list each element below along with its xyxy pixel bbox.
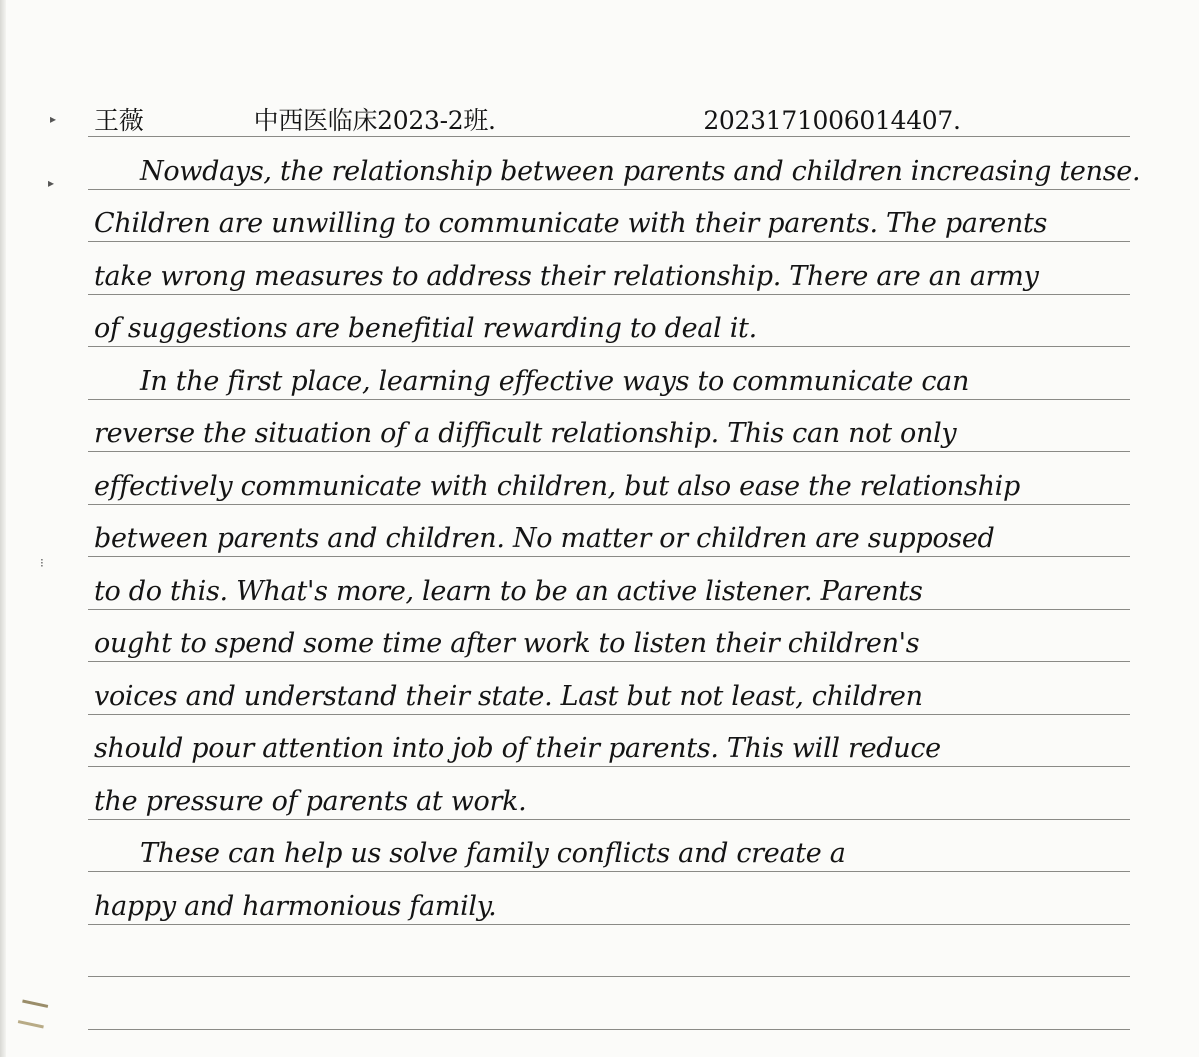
lined-paper bbox=[88, 96, 1141, 1026]
ruled-line bbox=[88, 399, 1130, 400]
header-line bbox=[94, 104, 1134, 138]
ruled-line bbox=[88, 556, 1130, 557]
margin-tick: ⁝ bbox=[40, 556, 44, 570]
essay-line: ought to spend some time after work to listen their children's bbox=[94, 628, 920, 659]
essay-line: voices and understand their state. Last but not least, children bbox=[94, 680, 923, 712]
essay-line: happy and harmonious family. bbox=[94, 890, 497, 922]
essay-line: between parents and children. No matter or children are supposed bbox=[94, 523, 995, 554]
ruled-line bbox=[88, 504, 1130, 505]
ruled-line bbox=[88, 924, 1130, 925]
ruled-line bbox=[88, 766, 1130, 767]
ruled-line bbox=[88, 294, 1130, 295]
class-name: 中西医临床2023-2班. bbox=[253, 106, 496, 135]
essay-line: to do this. What's more, learn to be an active listener. Parents bbox=[94, 575, 923, 607]
essay-line: These can help us solve family conflicts and create a bbox=[140, 838, 846, 869]
ruled-line bbox=[88, 241, 1130, 242]
ruled-line bbox=[88, 451, 1130, 452]
ruled-line bbox=[88, 871, 1130, 872]
essay-line: Children are unwilling to communicate with their parents. The parents bbox=[94, 208, 1048, 239]
essay-line: Nowdays, the relationship between parents and children increasing tense. bbox=[140, 155, 1141, 187]
ruled-line bbox=[88, 819, 1130, 820]
essay-line: take wrong measures to address their relationship. There are an army bbox=[94, 260, 1039, 292]
essay-line: should pour attention into job of their parents. This will reduce bbox=[94, 733, 941, 764]
margin-tick: ▸ bbox=[50, 112, 57, 126]
essay-line: reverse the situation of a difficult relationship. This can not only bbox=[94, 418, 957, 449]
ruled-line bbox=[88, 346, 1130, 347]
page-edge-shadow bbox=[0, 0, 6, 1057]
ruled-line bbox=[88, 609, 1130, 610]
student-name: 王薇 bbox=[94, 106, 144, 135]
essay-line: the pressure of parents at work. bbox=[94, 785, 527, 817]
ruled-line bbox=[88, 976, 1130, 977]
student-id: 2023171006014407. bbox=[703, 106, 961, 135]
ruled-line bbox=[88, 1029, 1130, 1030]
ruled-line bbox=[88, 714, 1130, 715]
paper-clip-mark bbox=[18, 1000, 48, 1029]
essay-line: effectively communicate with children, but also ease the relationship bbox=[94, 470, 1020, 502]
essay-line: of suggestions are benefitial rewarding to deal it. bbox=[94, 313, 757, 344]
ruled-line bbox=[88, 661, 1130, 662]
ruled-line bbox=[88, 189, 1130, 190]
ruled-line bbox=[88, 136, 1130, 137]
margin-tick: ▸ bbox=[48, 176, 55, 190]
essay-line: In the first place, learning effective ways to communicate can bbox=[140, 365, 970, 397]
